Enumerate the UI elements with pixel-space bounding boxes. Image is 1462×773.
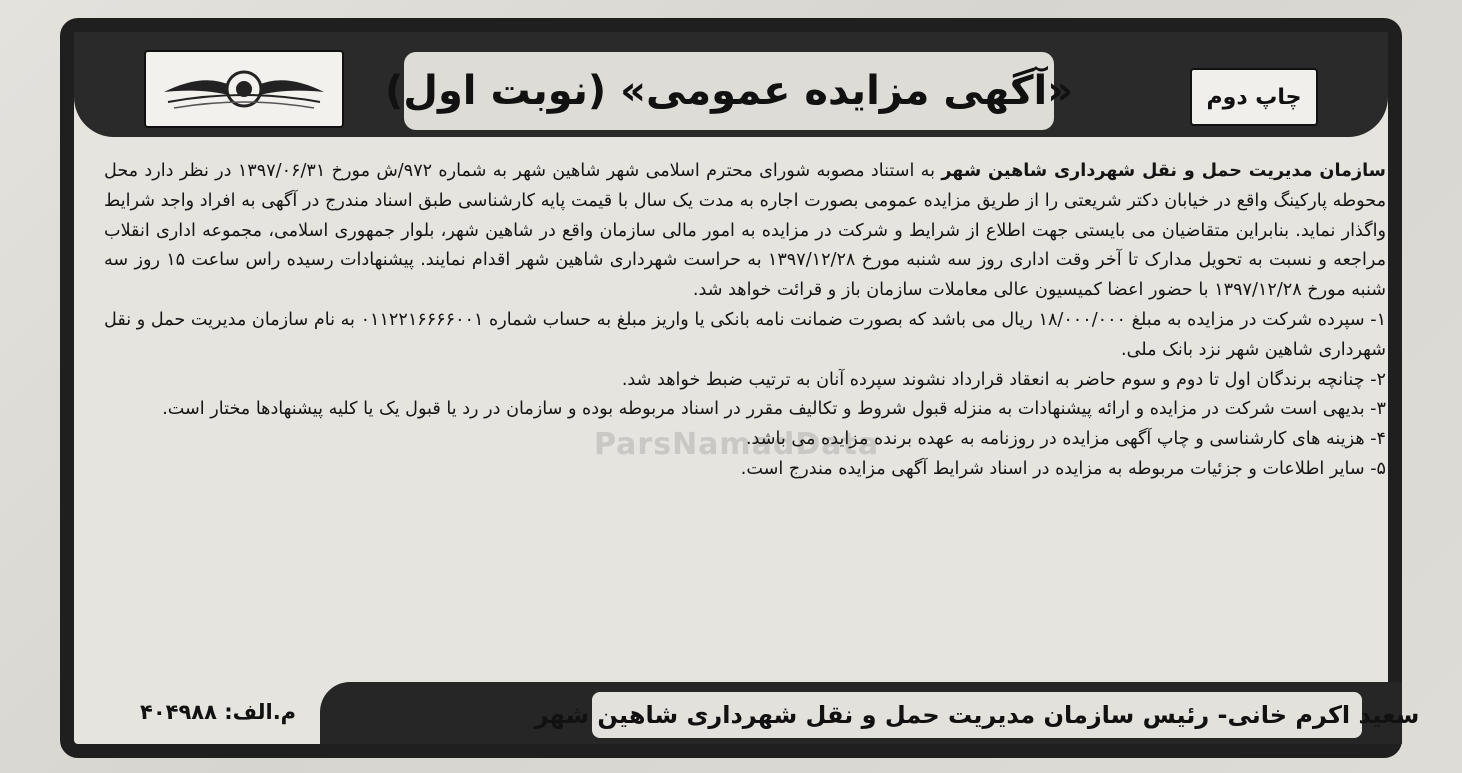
print-edition-badge: چاپ دوم — [1190, 68, 1318, 126]
condition-item-1: ۱- سپرده شرکت در مزایده به مبلغ ۱۸/۰۰۰/۰۰۰ ریال می باشد که بصورت ضمانت نامه بانکی یا واریز مبلغ به حساب شماره ۰۱۱۲۲۱۶۶۶۶۰۰۱ به نام سازمان مدیریت حمل و نقل شهرداری شاهین شهر نزد بانک ملی. — [104, 309, 1387, 360]
intro-paragraph — [104, 157, 1386, 306]
logo-emblem-icon — [154, 58, 334, 120]
condition-item-3: ۳- بدیهی است شرکت در مزایده و ارائه پیشنهادات به منزله قبول شروط و تکالیف مقرر در اسناد مربوطه بوده و سازمان در رد یا قبول یک یا کلیه پیشنهادها مختار است. — [162, 399, 1386, 420]
title-box — [384, 52, 1074, 130]
notice-footer — [320, 682, 1420, 744]
condition-item-2: ۲- چنانچه برندگان اول تا دوم و سوم حاضر به انعقاد قرارداد نشوند سپرده آنان به ترتیب ضبط خواهد شد. — [621, 369, 1386, 390]
notice-frame — [60, 18, 1420, 758]
reference-number: م.الف: ۴۰۴۹۸۸ — [140, 700, 297, 724]
organization-name: سازمان مدیریت حمل و نقل شهرداری شاهین شهر — [941, 161, 1386, 181]
notice-title: «آگهی مزایده عمومی» (نوبت اول) — [384, 68, 1074, 114]
signature-box — [534, 692, 1420, 738]
watermark: ParsNamadData — [594, 427, 880, 462]
intro-text: به استناد مصوبه شورای محترم اسلامی شهر شاهین شهر به شماره ۹۷۲/ش مورخ ۱۳۹۷/۰۶/۳۱ در نظر دارد محل محوطه پارکینگ واقع در خیابان دکتر شریعتی را از طریق مزایده عمومی بصورت اجاره به مدت یک سال با قیمت پایه کارشناسی طبق اسناد مندرج در آگهی به افراد واجد شرایط واگذار نماید. بنابراین متقاضیان می بایستی جهت اطلاع از شرایط و شرکت در مزایده به امور مالی سازمان واقع در شاهین شهر، بلوار جمهوری اسلامی، مجموعه اداری انقلاب مراجعه و نسبت به تحویل مدارک تا آخر وقت اداری روز سه شنبه مورخ ۱۳۹۷/۱۲/۲۸ به حراست شهرداری شاهین شهر اقدام نمایند. پیشنهادات رسیده راس ساعت ۱۵ روز سه شنبه مورخ ۱۳۹۷/۱۲/۲۸ با حضور اعضا کمیسیون عالی معاملات سازمان باز و قرائت خواهد شد. — [104, 161, 1386, 301]
condition-item-4: ۴- هزینه های کارشناسی و چاپ آگهی مزایده در روزنامه به عهده برنده مزایده می باشد. — [745, 429, 1386, 450]
notice-body — [104, 157, 1386, 485]
notice-header — [74, 32, 1388, 137]
condition-item-5: ۵- سایر اطلاعات و جزئیات مربوطه به مزایده در اسناد شرایط آگهی مزایده مندرج است. — [740, 458, 1386, 479]
organization-logo — [144, 50, 344, 128]
signature-line: سعید اکرم خانی- رئیس سازمان مدیریت حمل و نقل شهرداری شاهین شهر — [534, 701, 1420, 729]
